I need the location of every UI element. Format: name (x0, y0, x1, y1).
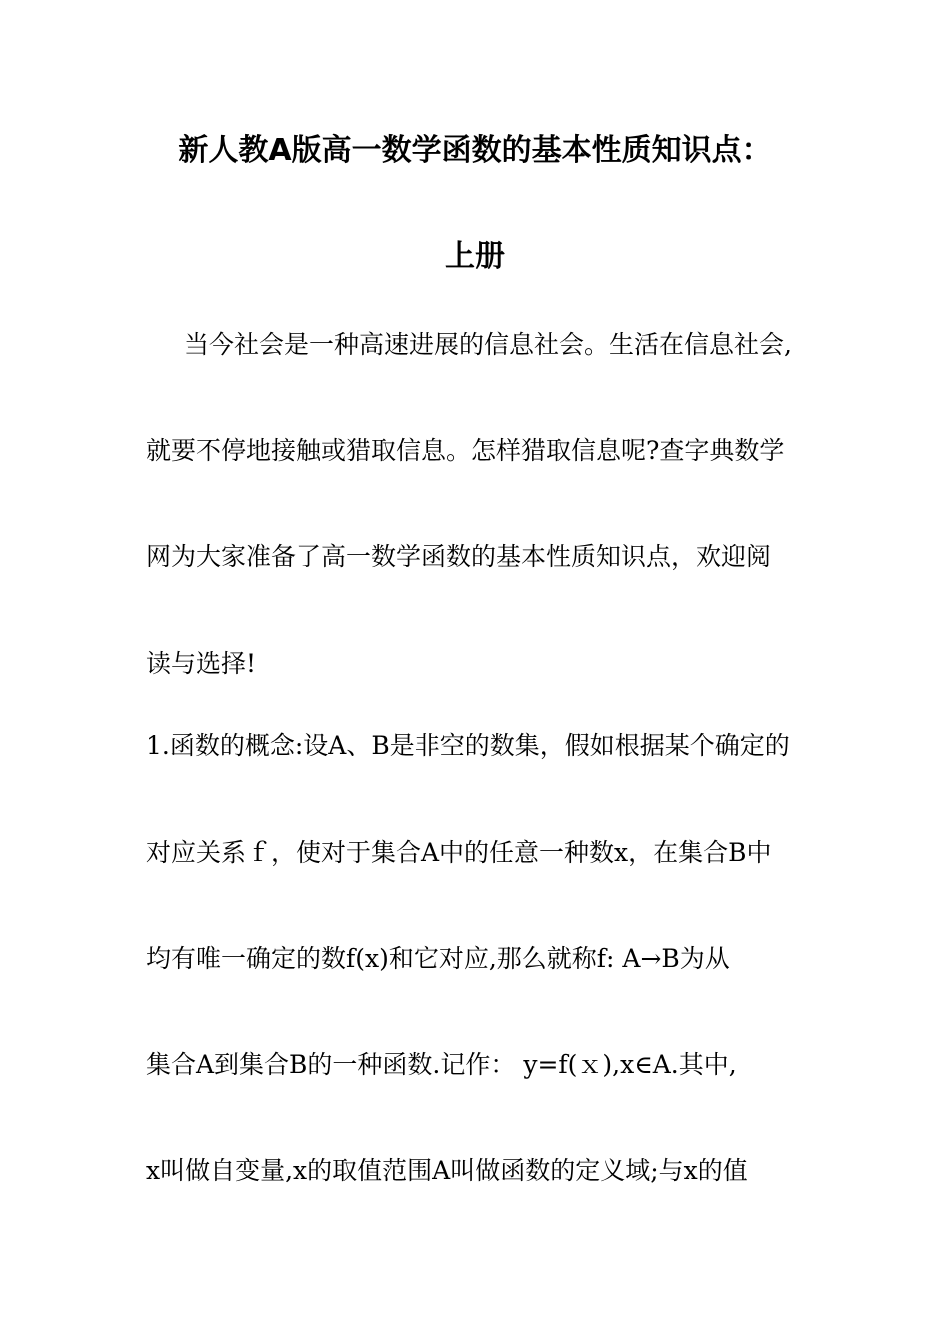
paragraph-line-6: 对应关系ｆ，使对于集合A中的任意一种数x，在集合B中 (146, 838, 772, 867)
paragraph-line-9: x叫做自变量,x的取值范围A叫做函数的定义域;与x的值 (146, 1156, 748, 1185)
paragraph-line-4: 读与选择! (146, 649, 257, 678)
document-title: 新人教A版高一数学函数的基本性质知识点： (178, 133, 772, 168)
paragraph-line-2: 就要不停地接触或猎取信息。怎样猎取信息呢?查字典数学 (146, 436, 785, 465)
paragraph-line-7: 均有唯一确定的数f(x)和它对应,那么就称f: A→B为从 (146, 944, 730, 973)
paragraph-line-8: 集合A到集合B的一种函数.记作： y=f(ｘ),x∈A.其中, (146, 1050, 737, 1079)
paragraph-line-5: 1.函数的概念:设A、B是非空的数集，假如根据某个确定的 (146, 731, 790, 760)
paragraph-line-1: 当今社会是一种高速进展的信息社会。生活在信息社会, (184, 330, 792, 359)
document-subtitle: 上册 (445, 239, 505, 274)
paragraph-line-3: 网为大家准备了高一数学函数的基本性质知识点，欢迎阅 (146, 542, 772, 571)
